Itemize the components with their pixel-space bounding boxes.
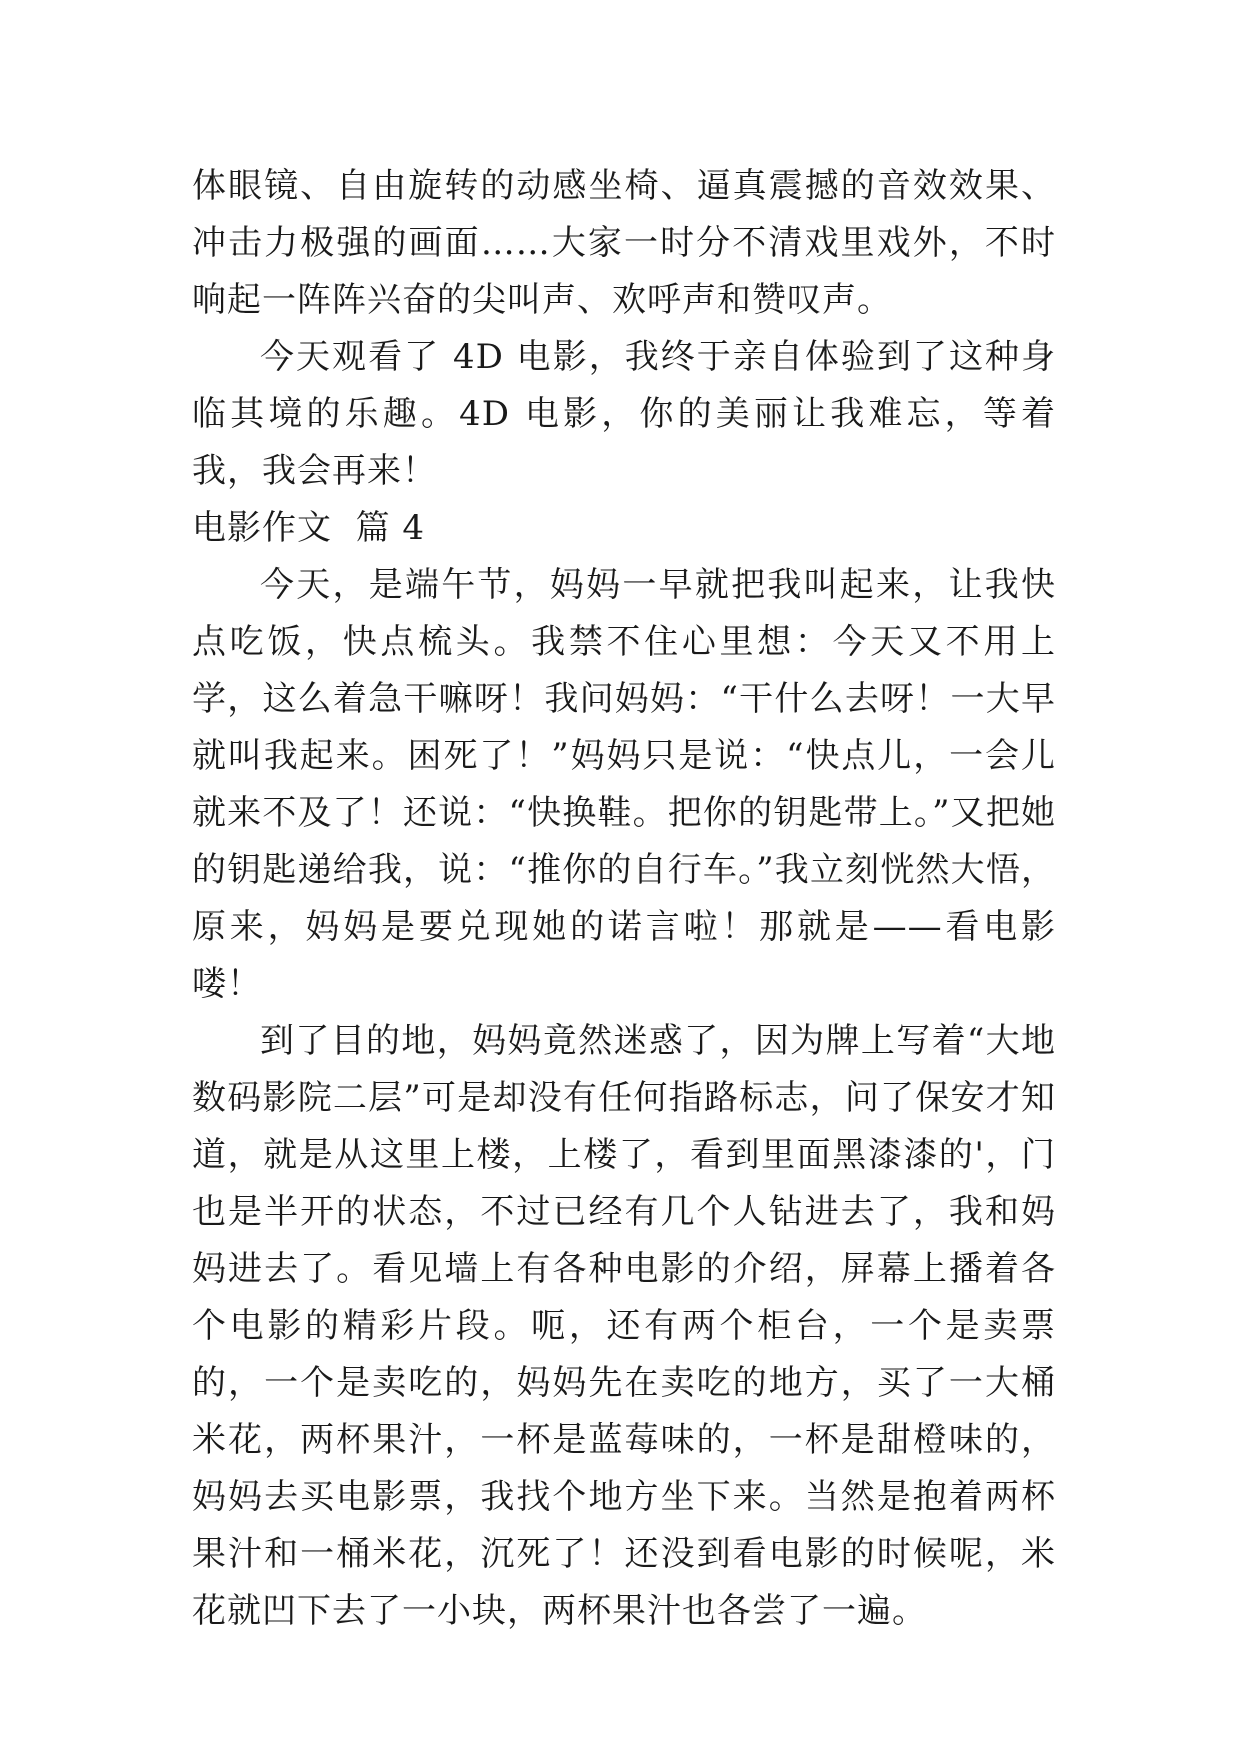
paragraph-4d-movie-conclusion: 今天观看了 4D 电影，我终于亲自体验到了这种身临其境的乐趣。4D 电影，你的美丽让我难忘，等着我，我会再来！ bbox=[192, 337, 1056, 491]
document-body bbox=[192, 158, 1056, 1640]
paragraph-continuation: 体眼镜、自由旋转的动感坐椅、逼真震撼的音效效果、冲击力极强的画面……大家一时分不清戏里戏外，不时响起一阵阵兴奋的尖叫声、欢呼声和赞叹声。 bbox=[192, 166, 1056, 320]
paragraph-dragon-boat-morning: 今天，是端午节，妈妈一早就把我叫起来，让我快点吃饭，快点梳头。我禁不住心里想：今天又不用上学，这么着急干嘛呀！我问妈妈：“干什么去呀！一大早就叫我起来。困死了！”妈妈只是说：“快点儿，一会儿就来不及了！还说：“快换鞋。把你的钥匙带上。”又把她的钥匙递给我，说：“推你的自行车。”我立刻恍然大悟，原来，妈妈是要兑现她的诺言啦！那就是——看电影喽！ bbox=[192, 565, 1056, 1004]
paragraph-cinema-visit: 到了目的地，妈妈竟然迷惑了，因为牌上写着“大地数码影院二层”可是却没有任何指路标志，问了保安才知道，就是从这里上楼，上楼了，看到里面黑漆漆的'，门也是半开的状态，不过已经有几个人钻进去了，我和妈妈进去了。看见墙上有各种电影的介绍，屏幕上播着各个电影的精彩片段。呃，还有两个柜台，一个是卖票的，一个是卖吃的，妈妈先在卖吃的地方，买了一大桶米花，两杯果汁，一杯是蓝莓味的，一杯是甜橙味的，妈妈去买电影票，我找个地方坐下来。当然是抱着两杯果汁和一桶米花，沉死了！还没到看电影的时候呢，米花就凹下去了一小块，两杯果汁也各尝了一遍。 bbox=[192, 1021, 1056, 1631]
section-heading: 电影作文 篇 4 bbox=[192, 508, 426, 548]
